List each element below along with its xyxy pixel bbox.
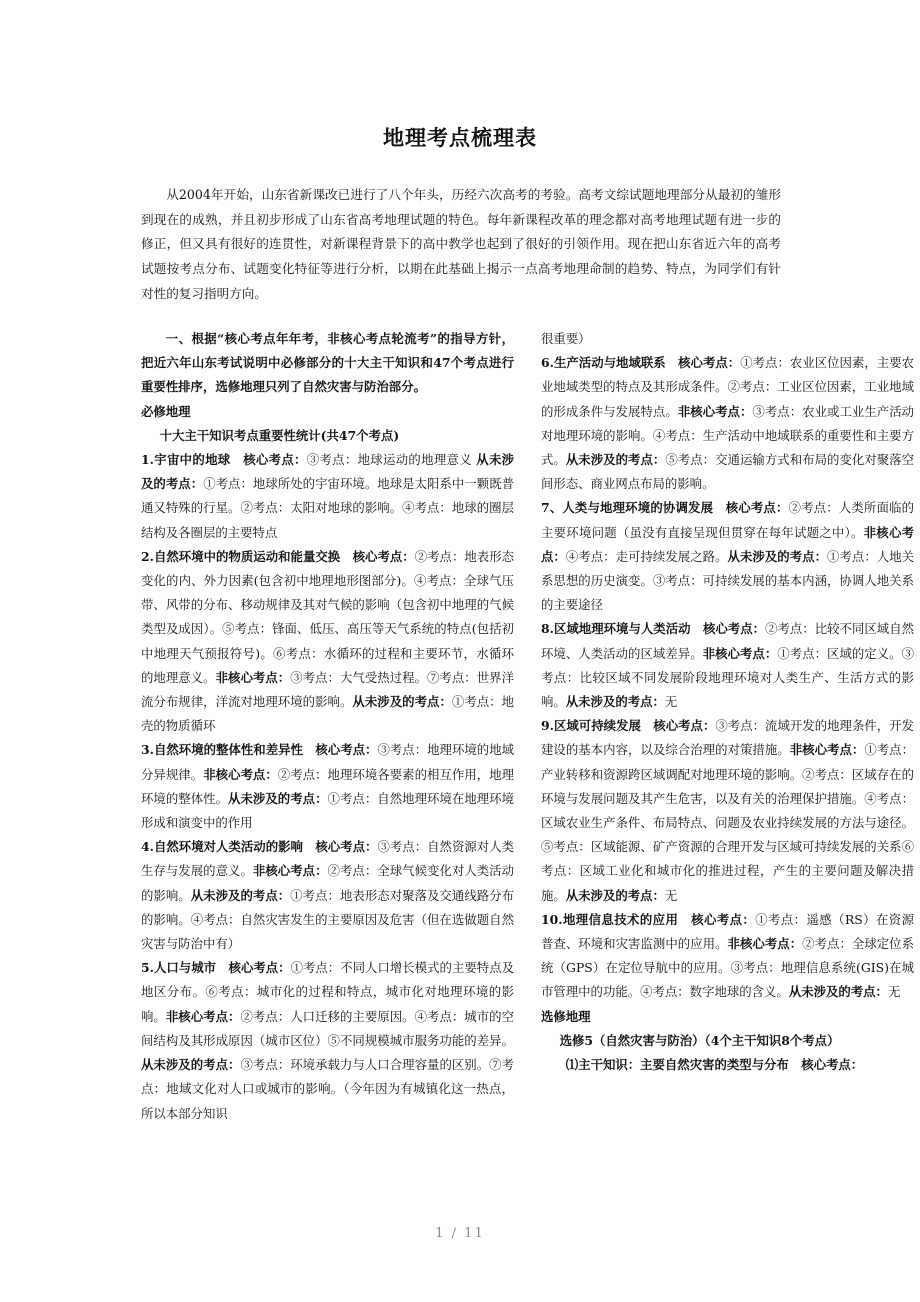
none-label: 从未涉及的考点： bbox=[565, 887, 665, 903]
none-label: 从未涉及的考点： bbox=[190, 887, 291, 903]
none-label: 从未涉及的考点： bbox=[788, 984, 888, 1000]
section-heading: 一、根据“核心考点年年考，非核心考点轮流考”的指导方针，把近六年山东考试说明中必修部分的十大主干知识和47个考点进行重要性排序，选修地理只列了自然灾害与防治部分。 bbox=[141, 331, 514, 395]
none-text: ①考点：自然地理环境在地理环境形成和演变中的作用 bbox=[141, 790, 515, 831]
item-3-head: 3.自然环境的整体性和差异性 bbox=[141, 742, 303, 758]
non-core-label: 非核心考点： bbox=[702, 645, 778, 661]
none-label: 从未涉及的考点： bbox=[565, 694, 665, 710]
item-7-head: 7、人类与地理环境的协调发展 bbox=[541, 500, 714, 516]
compulsory-heading: 必修地理 bbox=[141, 403, 191, 419]
core-text: ②考点：地表形态变化的内、外力因素(包含初中地理地形图部分)。④考点：全球气压带、风带的分布、移动规律及其对气候的影响（包含初中地理的气候类型及成因）。⑤考点：锋面、低压、高压等天气系统的特点(包括初中地理天气预报符号)。⑥考点：水循环的过程和主要环节，水循环的地理意义。 bbox=[141, 548, 515, 685]
non-core-label: 非核心考点： bbox=[215, 669, 291, 685]
core-label: 核心考点： bbox=[352, 548, 415, 564]
item-8-head: 8.区域地理环境与人类活动 bbox=[541, 621, 691, 637]
non-core-text: ③考点：农业或工业生产活动对地理环境的影响。④考点：生产活动中地域联系的重要性和主要方式。 bbox=[541, 403, 915, 468]
item-1 bbox=[141, 448, 514, 545]
item-4 bbox=[141, 835, 514, 956]
none-text: ⑤考点：交通运输方式和布局的变化对聚落空间形态、商业网点布局的影响。 bbox=[541, 452, 915, 492]
page-number: 1 / 11 bbox=[435, 1226, 485, 1241]
core-text: ①考点：农业区位因素，主要农业地域类型的特点及其形成条件。②考点：工业区位因素，工业地域的形成条件与发展特点。 bbox=[541, 355, 915, 419]
non-core-label: 非核心考点： bbox=[203, 766, 278, 782]
item-8 bbox=[541, 617, 914, 714]
elective-heading: 选修地理 bbox=[541, 1008, 591, 1024]
non-core-text: ①考点：区域的定义。③考点：比较区域不同发展阶段地理环境对人类生产、生活方式的影响。 bbox=[541, 645, 915, 710]
item-9-head: 9.区域可持续发展 bbox=[541, 718, 641, 734]
item-1-head: 1.宇宙中的地球 bbox=[141, 452, 231, 468]
none-text: 无 bbox=[664, 887, 678, 903]
non-core-label: 非核心考点： bbox=[541, 524, 914, 564]
core-text: ③考点：地球运动的地理意义 bbox=[306, 452, 472, 468]
item-5 bbox=[141, 956, 514, 1125]
non-core-label: 非核心考点： bbox=[789, 742, 865, 758]
none-text: ①考点：地球所处的宇宙环境。地球是太阳系中一颗既普通又特殊的行星。②考点：太阳对地球的影响。④考点：地球的圈层结构及各圈层的主要特点 bbox=[141, 476, 515, 540]
none-label: 从未涉及的考点： bbox=[352, 694, 452, 710]
non-core-text: ②考点：人口迁移的主要原因。④考点：城市的空间结构及其形成原因（城市区位）⑤不同规模城市服务功能的差异。 bbox=[141, 1008, 515, 1048]
item-6 bbox=[541, 351, 914, 496]
none-label: 从未涉及的考点： bbox=[228, 790, 328, 806]
none-text: 无 bbox=[664, 694, 678, 710]
none-label: 从未涉及的考点： bbox=[141, 1057, 241, 1073]
core-label: 核心考点： bbox=[315, 742, 378, 758]
core-label: 核心考点： bbox=[702, 621, 766, 637]
item-5-tail: 很重要） bbox=[541, 331, 591, 346]
core-text: ③考点：自然资源对人类生存与发展的意义。 bbox=[141, 839, 515, 879]
non-core-text: ②考点：全球定位系统（GPS）在定位导航中的应用。③考点：地理信息系统(GIS)在城市管理中的功能。④考点：数字地球的含义。 bbox=[541, 936, 915, 1000]
core-label: 核心考点： bbox=[228, 960, 291, 976]
core-text: ②考点：比较不同区域自然环境、人类活动的区域差异。 bbox=[541, 621, 915, 661]
none-label: 从未涉及的考点： bbox=[141, 452, 515, 492]
intro-paragraph bbox=[141, 183, 781, 307]
non-core-text: ②考点：全球气候变化对人类活动的影响。 bbox=[141, 863, 515, 903]
non-core-label: 非核心考点： bbox=[677, 403, 753, 419]
non-core-text: ③考点：大气受热过程。⑦考点：世界洋流分布规律，洋流对地理环境的影响。 bbox=[141, 669, 515, 710]
core-label: 核心考点： bbox=[678, 355, 741, 371]
core-text: ①考点：不同人口增长模式的主要特点及地区分布。⑥考点：城市化的过程和特点，城市化对地理环境的影响。 bbox=[141, 960, 515, 1024]
item-2-head: 2.自然环境中的物质运动和能量交换 bbox=[141, 548, 341, 564]
core-label: 核心考点： bbox=[691, 911, 756, 927]
item-3 bbox=[141, 738, 514, 835]
item-2 bbox=[141, 545, 514, 739]
item-10-head: 10.地理信息技术的应用 bbox=[541, 911, 679, 927]
non-core-text: ②考点：地理环境各要素的相互作用，地理环境的整体性。 bbox=[141, 766, 515, 806]
core-text: ①考点：遥感（RS）在资源普查、环境和灾害监测中的应用。 bbox=[541, 911, 915, 952]
item-9 bbox=[541, 714, 914, 908]
core-text: ③考点：地理环境的地域分异规律。 bbox=[141, 742, 515, 782]
item-5-head: 5.人口与城市 bbox=[141, 960, 217, 976]
non-core-label: 非核心考点： bbox=[165, 1008, 241, 1024]
item-6-head: 6.生产活动与地域联系 bbox=[541, 355, 666, 371]
core-label: 核心考点： bbox=[653, 718, 716, 734]
non-core-label: 非核心考点： bbox=[727, 936, 803, 952]
intro-text: 从2004年开始，山东省新课改已进行了八个年头，历经六次高考的考验。高考文综试题地理部分从最初的雏形到现在的成熟，并且初步形成了山东省高考地理试题的特色。每年新课程改革的理念都对高考地理试题有进一步的修正，但又具有很好的连贯性，对新课程背景下的高中教学也起到了很好的引领作用。现在把山东省近六年的高考试题按考点分布、试题变化特征等进行分析，以期在此基础上揭示一点高考地理命制的趋势、特点，为同学们有针对性的复习指明方向。 bbox=[141, 187, 781, 301]
item-7 bbox=[541, 496, 914, 617]
non-core-label: 非核心考点： bbox=[252, 863, 328, 879]
none-label: 从未涉及的考点： bbox=[727, 548, 828, 564]
stats-heading: 十大主干知识考点重要性统计(共47个考点) bbox=[159, 427, 400, 443]
core-text: ②考点：人类所面临的主要环境问题（虽没有直接呈现但贯穿在每年试题之中）。 bbox=[541, 500, 915, 540]
non-core-text: ①考点：产业转移和资源跨区域调配对地理环境的影响。②考点：区域存在的环境与发展问题及其产生危害，以及有关的治理保护措施。④考点：区域农业生产条件、布局特点、问题及农业持续发展的方法与途径。⑤考点：区域能源、矿产资源的合理开发与区域可持续发展的关系⑥考点：区域工业化和城市化的推进过程，产生的主要问题及解决措施。 bbox=[541, 742, 915, 903]
none-label: 从未涉及的考点： bbox=[565, 452, 666, 468]
none-text: ①考点：地壳的物质循环 bbox=[141, 694, 515, 734]
item-10 bbox=[541, 908, 914, 1005]
elective-item-1: ⑴主干知识：主要自然灾害的类型与分布 核心考点： bbox=[565, 1057, 864, 1073]
core-text: ③考点：流域开发的地理条件，开发建设的基本内容，以及综合治理的对策措施。 bbox=[541, 718, 915, 758]
page-title: 地理考点梳理表 bbox=[383, 125, 537, 150]
non-core-text: ④考点：走可持续发展之路。 bbox=[565, 548, 728, 564]
core-label: 核心考点： bbox=[725, 500, 789, 516]
core-label: 核心考点： bbox=[315, 839, 378, 855]
none-text: ①考点：人地关系思想的历史演变。③考点：可持续发展的基本内涵，协调人地关系的主要途径 bbox=[541, 548, 915, 613]
left-column bbox=[141, 327, 514, 1126]
item-4-head: 4.自然环境对人类活动的影响 bbox=[141, 839, 303, 855]
elective-5-heading: 选修5（自然灾害与防治）（4个主干知识8个考点） bbox=[559, 1032, 840, 1048]
right-column bbox=[541, 327, 914, 1077]
none-text: ①考点：地表形态对聚落及交通线路分布的影响。④考点：自然灾害发生的主要原因及危害（但在选做题自然灾害与防治中有） bbox=[141, 887, 515, 952]
none-text: 无 bbox=[887, 984, 901, 1000]
core-label: 核心考点： bbox=[243, 452, 307, 468]
none-text: ③考点：环境承载力与人口合理容量的区别。⑦考点：地域文化对人口或城市的影响。（今年因为有城镇化这一热点，所以本部分知识 bbox=[141, 1057, 515, 1121]
